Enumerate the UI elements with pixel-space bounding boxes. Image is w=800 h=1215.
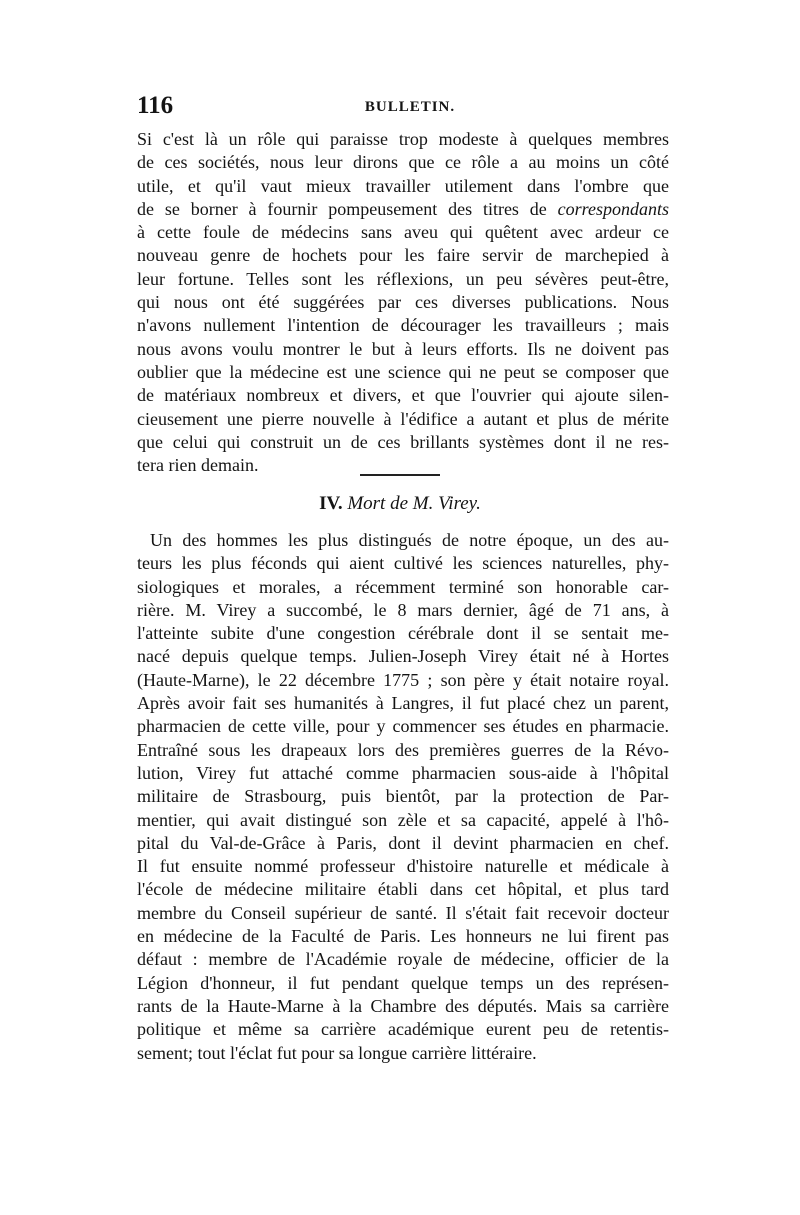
text-line: n'avons nullement l'intention de décourager les travailleurs ; mais <box>137 315 669 336</box>
text-line: Un des hommes les plus distingués de notre époque, un des au- <box>150 530 669 550</box>
text-line: l'école de médecine militaire établi dans cet hôpital, et plus tard <box>137 879 669 900</box>
text-line: sement; tout l'éclat fut pour sa longue carrière littéraire. <box>137 1042 537 1063</box>
text-line: Il fut ensuite nommé professeur d'histoire naturelle et médicale à <box>137 856 669 877</box>
section-divider <box>360 474 440 476</box>
text-line: mentier, qui avait distingué son zèle et sa capacité, appelé à l'hô- <box>137 809 669 830</box>
text-line: défaut : membre de l'Académie royale de médecine, officier de la <box>137 949 669 970</box>
text-line: de matériaux nombreux et divers, et que l'ouvrier qui ajoute silen- <box>137 385 669 406</box>
text-line: Entraîné sous les drapeaux lors des premières guerres de la Révo- <box>137 739 669 760</box>
section-two-text <box>137 529 669 1065</box>
text-line: pital du Val-de-Grâce à Paris, dont il devint pharmacien en chef. <box>137 832 669 853</box>
italic-word: correspondants <box>557 198 670 219</box>
section-number: IV. <box>319 493 343 514</box>
text-line: cieusement une pierre nouvelle à l'édifice a autant et plus de mérite <box>137 408 669 429</box>
text-line: à cette foule de médecins sans aveu qui quêtent avec ardeur ce <box>137 222 669 243</box>
running-title: BULLETIN. <box>364 99 456 115</box>
text-line: l'atteinte subite d'une congestion cérébrale dont il se sentait me- <box>137 623 669 644</box>
text-line: militaire de Strasbourg, puis bientôt, par la protection de Par- <box>137 786 669 807</box>
text-line: lution, Virey fut attaché comme pharmacien sous-aide à l'hôpital <box>137 762 669 783</box>
text-line: leur fortune. Telles sont les réflexions, un peu sévères peut-être, <box>137 268 669 289</box>
text-line: nouveau genre de hochets pour les faire servir de marchepied à <box>137 245 669 266</box>
text-line: membre du Conseil supérieur de santé. Il s'était fait recevoir docteur <box>137 902 669 923</box>
text-line: en médecine de la Faculté de Paris. Les honneurs ne lui firent pas <box>137 926 669 947</box>
text-line: Après avoir fait ses humanités à Langres, il fut placé chez un parent, <box>137 693 669 714</box>
page-number: 116 <box>137 92 174 119</box>
text-segment: de se borner à fournir pompeusement des titres de <box>137 198 547 219</box>
text-line: rière. M. Virey a succombé, le 8 mars dernier, âgé de 71 ans, à <box>137 599 669 620</box>
text-line: (Haute-Marne), le 22 décembre 1775 ; son père y était notaire royal. <box>137 669 669 690</box>
section-title: Mort de M. Virey. <box>347 493 481 514</box>
text-line: Si c'est là un rôle qui paraisse trop modeste à quelques membres <box>137 129 669 149</box>
text-line: de ces sociétés, nous leur dirons que ce rôle a au moins un côté <box>137 152 669 173</box>
text-line: tera rien demain. <box>137 455 259 476</box>
text-line: pharmacien de cette ville, pour y commencer ses études en pharmacie. <box>137 716 669 737</box>
text-line: siologiques et morales, a récemment terminé son honorable car- <box>137 576 669 597</box>
text-line: utile, et qu'il vaut mieux travailler utilement dans l'ombre que <box>137 175 669 196</box>
text-line: politique et même sa carrière académique eurent peu de retentis- <box>137 1019 669 1040</box>
text-line: nacé depuis quelque temps. Julien-Joseph Virey était né à Hortes <box>137 646 669 667</box>
text-line: qui nous ont été suggérées par ces diverses publications. Nous <box>137 292 669 313</box>
text-line: oublier que la médecine est une science qui ne peut se composer que <box>137 361 669 382</box>
text-line: que celui qui construit un de ces brillants systèmes dont il ne res- <box>137 431 669 452</box>
text-line: teurs les plus féconds qui aient cultivé les sciences naturelles, phy- <box>137 553 669 574</box>
section-heading <box>0 493 800 515</box>
text-line: nous avons voulu montrer le but à leurs efforts. Ils ne doivent pas <box>137 338 669 359</box>
text-line-with-italic <box>137 198 669 221</box>
section-one-text <box>137 128 669 477</box>
text-line: rants de la Haute-Marne à la Chambre des députés. Mais sa carrière <box>137 995 669 1016</box>
text-line: Légion d'honneur, il fut pendant quelque temps un des représen- <box>137 972 669 993</box>
